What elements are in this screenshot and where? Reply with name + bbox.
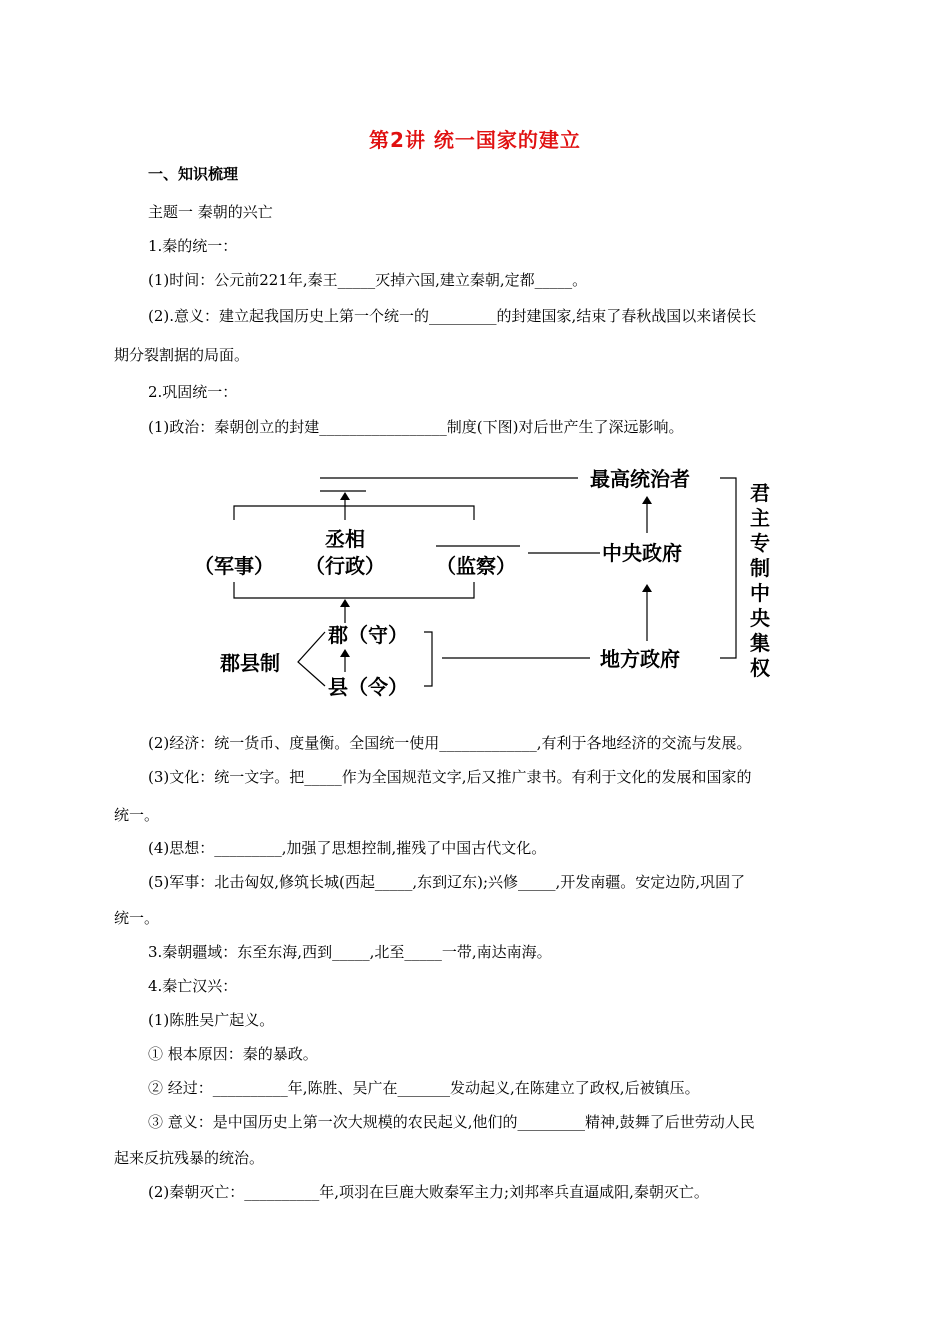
top-ruler-label: 最高统治者 (590, 467, 690, 491)
question-4-1-c-cont: 起来反抗残暴的统治。 (114, 1149, 265, 1167)
question-1-2-cont: 期分裂割据的局面。 (114, 346, 250, 364)
question-2-1: (1)政治：秦朝创立的封建_________________制度(下图)对后世产生了深远影响。 (148, 418, 684, 436)
side-label-char: 中 (750, 581, 770, 605)
question-3: 3.秦朝疆域：东至东海,西到_____,北至_____一带,南达南海。 (148, 943, 552, 961)
side-label (750, 481, 771, 680)
question-1: 1.秦的统一： (148, 237, 238, 255)
county-label: 县（令） (328, 675, 408, 698)
jun-xian-label: 郡县制 (220, 651, 280, 675)
political-system-diagram (180, 458, 800, 698)
commandery-label: 郡（守） (328, 623, 408, 647)
side-label-char: 主 (750, 506, 770, 530)
side-label-char: 君 (750, 481, 770, 505)
local-bracket (424, 632, 432, 686)
supervision-label: （监察） (436, 554, 516, 578)
page-title: 第2讲 统一国家的建立 (369, 128, 581, 152)
question-2-3-cont: 统一。 (114, 806, 160, 824)
question-2-4: (4)思想：_________,加强了思想控制,摧残了中国古代文化。 (148, 839, 547, 857)
arrow-head (642, 584, 652, 592)
side-label-char: 集 (750, 631, 770, 655)
question-4-1-c: ③ 意义：是中国历史上第一次大规模的农民起义,他们的_________精神,鼓舞了后世劳动人民 (148, 1113, 755, 1131)
question-4-2: (2)秦朝灭亡：__________年,项羽在巨鹿大败秦军主力;刘邦率兵直逼咸阳,秦朝灭亡。 (148, 1183, 709, 1201)
topic-heading: 主题一 秦朝的兴亡 (148, 203, 273, 221)
question-2: 2.巩固统一： (148, 383, 238, 401)
question-2-5-cont: 统一。 (114, 909, 160, 927)
question-2-5: (5)军事：北击匈奴,修筑长城(西起_____,东到辽东);兴修_____,开发南疆。安定边防,巩固了 (148, 873, 746, 891)
arrow-head (340, 599, 350, 607)
jun-xian-brace (298, 632, 325, 686)
question-2-2: (2)经济：统一货币、度量衡。全国统一使用_____________,有利于各地经济的交流与发展。 (148, 734, 752, 752)
chancellor-role-label: （行政） (305, 554, 385, 578)
upper-bracket (234, 506, 474, 520)
side-label-char: 央 (750, 606, 770, 630)
question-4-1-b: ② 经过：__________年,陈胜、吴广在_______发动起义,在陈建立了政权,后被镇压。 (148, 1079, 700, 1097)
side-label-char: 权 (750, 656, 770, 680)
lower-bracket (234, 582, 474, 598)
question-4-1-a: ① 根本原因：秦的暴政。 (148, 1045, 318, 1063)
side-label-char: 专 (750, 531, 770, 555)
question-1-1: (1)时间：公元前221年,秦王_____灭掉六国,建立秦朝,定都_____。 (148, 271, 588, 289)
local-government-label: 地方政府 (600, 647, 680, 671)
question-4-1: (1)陈胜吴广起义。 (148, 1011, 275, 1029)
central-government-label: 中央政府 (602, 541, 682, 565)
military-label: （军事） (194, 554, 274, 578)
arrow-head (340, 649, 350, 657)
chancellor-label: 丞相 (325, 527, 365, 551)
right-bracket (720, 478, 736, 658)
side-label-char: 制 (750, 556, 770, 580)
section-heading: 一、知识梳理 (148, 165, 239, 183)
question-1-2: (2).意义：建立起我国历史上第一个统一的_________的封建国家,结束了春秋战国以来诸侯长 (148, 307, 757, 325)
arrow-head (340, 492, 350, 500)
arrow-head (642, 496, 652, 504)
question-4: 4.秦亡汉兴： (148, 977, 238, 995)
question-2-3: (3)文化：统一文字。把_____作为全国规范文字,后又推广隶书。有利于文化的发展和国家的 (148, 768, 752, 786)
